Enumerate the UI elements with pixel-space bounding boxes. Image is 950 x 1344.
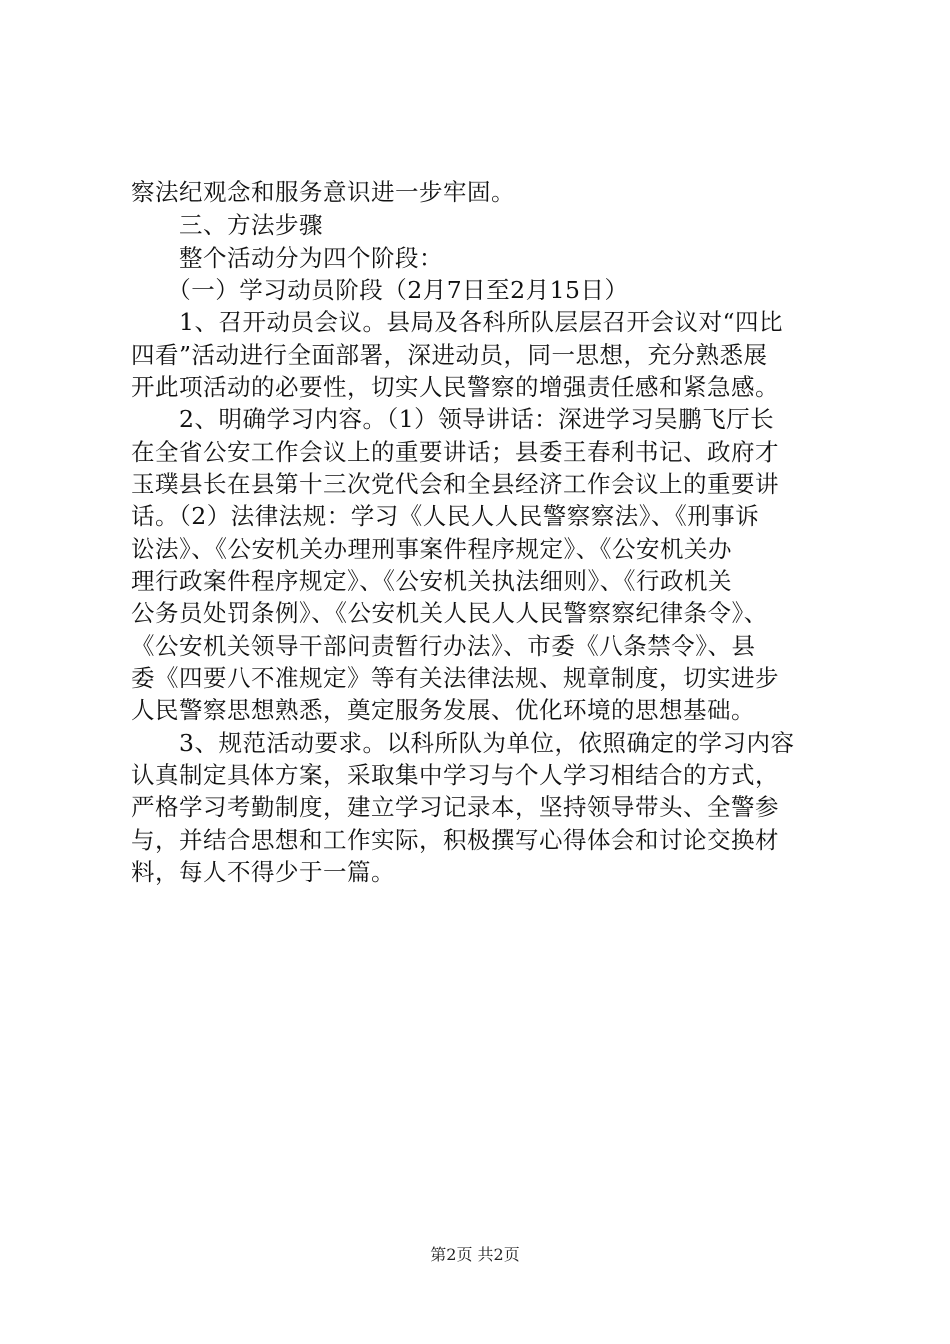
subsection-heading: （一）学习动员阶段（2月7日至2月15日） xyxy=(131,276,629,304)
body-line: 委《四要八不准规定》等有关法律法规、规章制度，切实进步 xyxy=(131,664,779,692)
body-line: 四看”活动进行全面部署，深进动员，同一思想，充分熟悉展 xyxy=(131,341,768,369)
body-line: 公务员处罚条例》、《公安机关人民人人民警察察纪律条令》、 xyxy=(131,599,768,627)
body-line: 玉璞县长在县第十三次党代会和全县经济工作会议上的重要讲 xyxy=(131,470,779,498)
body-line: 严格学习考勤制度，建立学习记录本，坚持领导带头、全警参 xyxy=(131,793,779,821)
body-line: 讼法》、《公安机关办理刑事案件程序规定》、《公安机关办 xyxy=(131,535,732,563)
body-line: 开此项活动的必要性，切实人民警察的增强责任感和紧急感。 xyxy=(131,373,779,401)
body-line: 与，并结合思想和工作实际，积极撰写心得体会和讨论交换材 xyxy=(131,826,779,854)
body-line: 察法纪观念和服务意识进一步牢固。 xyxy=(131,178,515,206)
page-number-footer: 第2页 共2页 xyxy=(430,1245,520,1264)
body-line: 3、规范活动要求。以科所队为单位，依照确定的学习内容 xyxy=(131,729,795,757)
body-line: 料，每人不得少于一篇。 xyxy=(131,858,395,886)
body-line: 在全省公安工作会议上的重要讲话；县委王春利书记、政府才 xyxy=(131,438,779,466)
body-line: 话。（2）法律法规：学习《人民人人民警察察法》、《刑事诉 xyxy=(131,502,760,530)
body-line: 2、明确学习内容。（1）领导讲话：深进学习吴鹏飞厅长 xyxy=(131,405,775,433)
body-line: 理行政案件程序规定》、《公安机关执法细则》、《行政机关 xyxy=(131,567,732,595)
body-line: 《公安机关领导干部问责暂行办法》、市委《八条禁令》、县 xyxy=(131,632,756,660)
section-heading: 三、方法步骤 xyxy=(131,211,323,239)
body-line: 整个活动分为四个阶段： xyxy=(131,244,443,272)
body-line: 人民警察思想熟悉，奠定服务发展、优化环境的思想基础。 xyxy=(131,696,755,724)
body-line: 认真制定具体方案，采取集中学习与个人学习相结合的方式， xyxy=(131,761,779,789)
body-line: 1、召开动员会议。县局及各科所队层层召开会议对“四比 xyxy=(131,308,783,336)
